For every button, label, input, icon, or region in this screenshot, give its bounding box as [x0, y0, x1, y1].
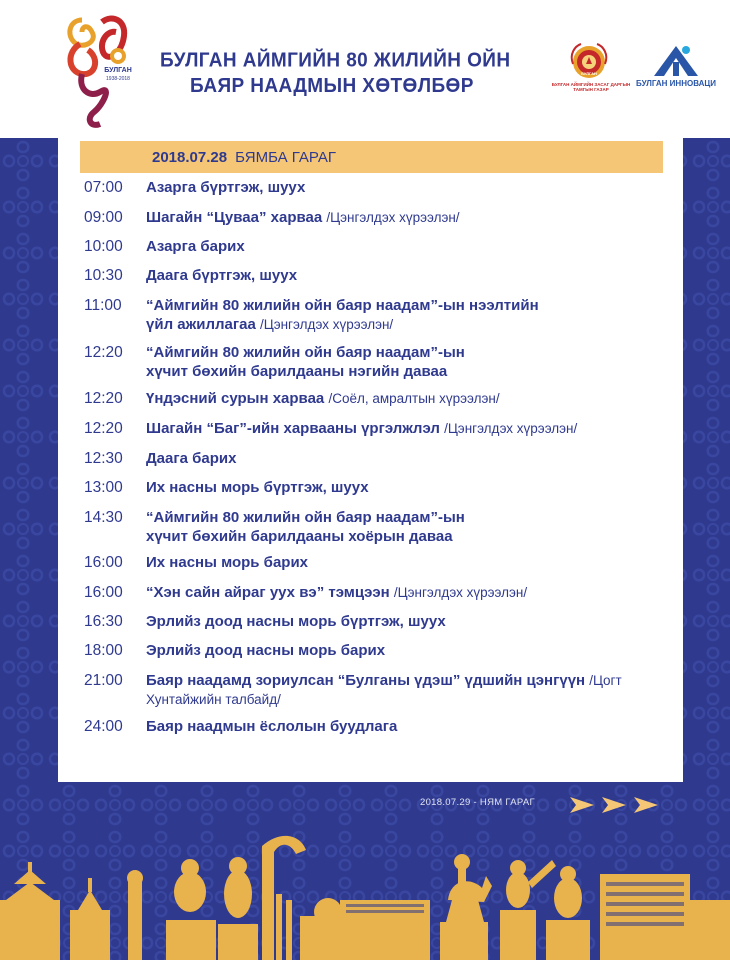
schedule-row: [84, 671, 664, 709]
next-date: 2018.07.29: [420, 797, 471, 808]
page-title: [160, 49, 540, 99]
innovation-logo-caption: БУЛГАН ИННОВАЦИ: [636, 79, 716, 88]
event-title: Эрлийз доод насны морь бүртгэж, шуух: [146, 613, 446, 630]
title-line-1: БУЛГАН АЙМГИЙН 80 ЖИЛИЙН ОЙН: [160, 49, 511, 72]
logo-left-text: БУЛГАН: [104, 67, 132, 74]
event-location: /Цогт: [589, 673, 622, 688]
event-time: 14:30: [84, 509, 123, 526]
schedule-row: [84, 478, 664, 497]
event-location: /Цэнгэлдэх хүрээлэн/: [444, 421, 578, 436]
schedule-row: [84, 583, 664, 602]
schedule-row: [84, 553, 664, 572]
event-title: Азарга барих: [146, 238, 245, 255]
schedule-date: 2018.07.28: [152, 148, 228, 166]
event-title: Эрлийз доод насны морь барих: [146, 642, 386, 659]
event-time: 12:20: [84, 420, 123, 437]
schedule-row: [84, 343, 664, 381]
event-time: 12:20: [84, 390, 123, 407]
event-time: 13:00: [84, 479, 123, 496]
event-title: Баяр наадмын ёслолын буудлага: [146, 718, 398, 735]
event-title: “Аймгийн 80 жилийн ойн баяр наадам”-ын: [146, 509, 465, 526]
event-title: Их насны морь барих: [146, 554, 309, 571]
event-title: Шагайн “Цуваа” харваа: [146, 209, 323, 226]
event-location: /Цэнгэлдэх хүрээлэн/: [259, 317, 394, 332]
header: [0, 0, 730, 138]
schedule-row: [84, 508, 664, 546]
schedule-row: [84, 296, 664, 334]
event-title: Даага барих: [146, 450, 237, 467]
event-location: /Соёл, амралтын хүрээлэн/: [328, 391, 500, 406]
schedule-row: [84, 389, 664, 408]
event-title: “Хэн сайн айраг уух вэ” тэмцээн: [146, 584, 390, 601]
event-time: 09:00: [84, 209, 123, 226]
event-time: 16:30: [84, 613, 123, 630]
event-title: “Аймгийн 80 жилийн ойн баяр наадам”-ын нээлтийн: [146, 297, 539, 314]
event-time: 10:30: [84, 267, 123, 284]
schedule-row: [84, 208, 664, 227]
event-title: Даага бүртгэж, шуух: [146, 267, 298, 284]
event-time: 16:00: [84, 584, 123, 601]
event-location: /Цэнгэлдэх хүрээлэн/: [326, 210, 460, 225]
schedule-row: [84, 449, 664, 468]
schedule-card: [58, 138, 683, 782]
schedule-row: [84, 266, 664, 285]
event-title: “Аймгийн 80 жилийн ойн баяр наадам”-ын: [146, 344, 465, 361]
schedule-row: [84, 178, 664, 197]
date-header: [80, 141, 663, 173]
event-title: Үндэсний сурын харваа: [146, 390, 325, 407]
event-title: Азарга бүртгэж, шуух: [146, 179, 306, 196]
aimag-emblem-logo: [548, 38, 630, 102]
bulgan-innovation-logo: [640, 40, 712, 100]
logo-center-label: БУЛГАН: [581, 71, 597, 76]
event-time: 10:00: [84, 238, 123, 255]
event-time: 12:30: [84, 450, 123, 467]
anniversary-80-logo: [60, 12, 150, 134]
event-title: Шагайн “Баг”-ийн харвааны үргэлжлэл: [146, 420, 440, 437]
event-title-cont: хүчит бөхийн барилдааны хоёрын даваа: [146, 528, 453, 545]
event-time: 12:20: [84, 344, 123, 361]
event-time: 11:00: [84, 297, 122, 314]
schedule-day: БЯМБА ГАРАГ: [235, 148, 337, 166]
next-day-label: 2018.07.29 - НЯМ ГАРАГ: [420, 797, 535, 808]
event-title-cont: хүчит бөхийн барилдааны нэгийн даваа: [146, 363, 448, 380]
schedule-row: [84, 419, 664, 438]
logo-left-years: 1938-2018: [106, 76, 130, 82]
event-title-cont: үйл ажиллагаа: [146, 316, 256, 333]
event-title: Баяр наадамд зориулсан “Булганы үдэш” үдшийн цэнгүүн: [146, 672, 586, 689]
event-time: 24:00: [84, 718, 123, 735]
title-line-2: БАЯР НААДМЫН ХӨТӨЛБӨР: [190, 75, 474, 98]
schedule-row: [84, 237, 664, 256]
city-skyline-illustration: [0, 790, 730, 960]
aimag-logo-caption: БУЛГАН АЙМГИЙН ЗАСАГ ДАРГЫН ТАМГЫН ГАЗАР: [551, 82, 631, 92]
event-time: 16:00: [84, 554, 123, 571]
event-time: 18:00: [84, 642, 123, 659]
event-location-cont: Хунтайжийн талбайд/: [146, 692, 281, 707]
event-location: /Цэнгэлдэх хүрээлэн/: [393, 585, 528, 600]
next-day: НЯМ ГАРАГ: [479, 797, 535, 808]
schedule-row: [84, 717, 664, 736]
event-time: 21:00: [84, 672, 123, 689]
schedule-row: [84, 612, 664, 631]
event-title: Их насны морь бүртгэж, шуух: [146, 479, 369, 496]
schedule-row: [84, 641, 664, 660]
event-time: 07:00: [84, 179, 123, 196]
